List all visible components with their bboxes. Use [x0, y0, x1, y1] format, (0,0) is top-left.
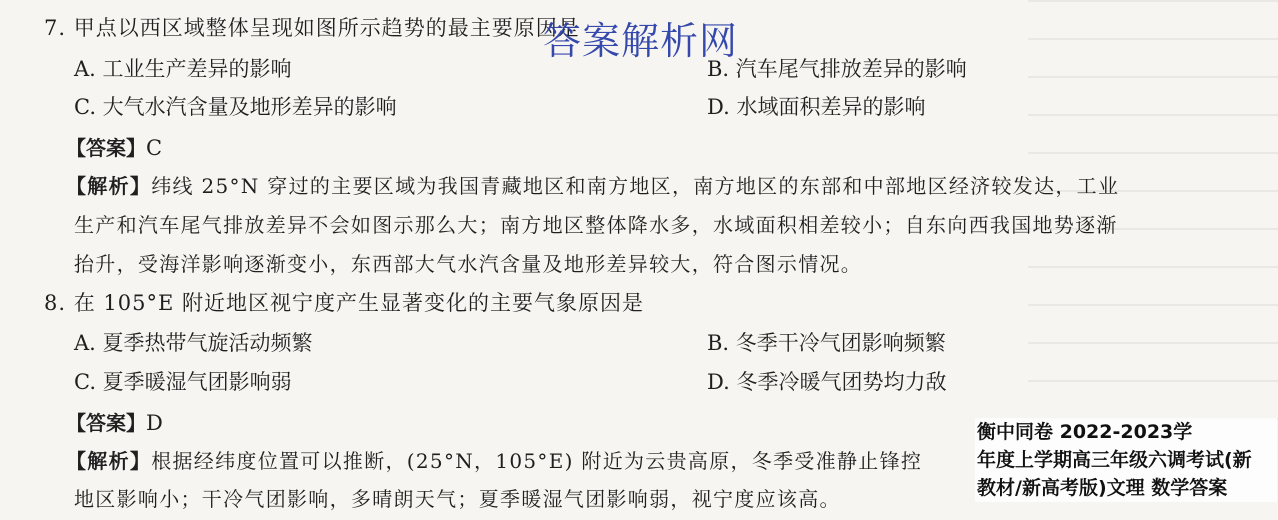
q8-option-c: C. 夏季暖湿气团影响弱 — [74, 370, 292, 394]
explanation-label: 【解析】 — [66, 449, 152, 473]
bleed-through-shadow — [1028, 0, 1278, 420]
q8-option-a: A. 夏季热带气旋活动频繁 — [74, 331, 313, 355]
stamp-line-1: 衡中同卷 2022-2023学 — [977, 421, 1193, 443]
explanation-text: 根据经纬度位置可以推断，(25°N，105°E) 附近为云贵高原，冬季受准静止锋控 — [151, 449, 923, 473]
q7-explanation-line-2: 生产和汽车尾气排放差异不会如图示那么大；南方地区整体降水多，水域面积相差较小；自东向西我国地势逐渐 — [74, 213, 1118, 237]
q8-answer — [66, 413, 163, 434]
q7-explanation-line-3: 抬升，受海洋影响逐渐变小，东西部大气水汽含量及地形差异较大，符合图示情况。 — [74, 252, 863, 276]
q8-option-b: B. 冬季干冷气团影响频繁 — [707, 331, 946, 355]
question-7-stem: 7. 甲点以西区域整体呈现如图所示趋势的最主要原因是 — [44, 16, 580, 40]
answer-label: 【答案】 — [66, 411, 146, 435]
q7-option-c: C. 大气水汽含量及地形差异的影响 — [74, 95, 397, 119]
q7-option-b: B. 汽车尾气排放差异的影响 — [707, 57, 967, 81]
stamp-line-2: 年度上学期高三年级六调考试(新 — [977, 449, 1252, 471]
q7-option-a: A. 工业生产差异的影响 — [74, 57, 292, 81]
q8-option-d: D. 冬季冷暖气团势均力敌 — [707, 370, 947, 394]
q7-answer — [66, 138, 162, 159]
answer-value: D — [146, 411, 163, 435]
q8-explanation-line-1 — [66, 451, 922, 471]
stamp-line-3: 教材/新高考版)文理 数学答案 — [977, 477, 1228, 499]
answer-value: C — [146, 136, 163, 160]
explanation-label: 【解析】 — [66, 174, 152, 198]
exam-title-stamp — [975, 418, 1277, 502]
question-8-stem: 8. 在 105°E 附近地区视宁度产生显著变化的主要气象原因是 — [44, 291, 644, 315]
explanation-text: 纬线 25°N 穿过的主要区域为我国青藏地区和南方地区，南方地区的东部和中部地区经济较发达，工业 — [151, 174, 1120, 198]
q7-explanation-line-1 — [66, 176, 1119, 196]
q8-explanation-line-2: 地区影响小；干冷气团影响，多晴朗天气；夏季暖湿气团影响弱，视宁度应该高。 — [74, 487, 841, 511]
q7-option-d: D. 水域面积差异的影响 — [707, 95, 926, 119]
answer-label: 【答案】 — [66, 136, 146, 160]
site-watermark: 答案解析网 — [543, 19, 739, 63]
